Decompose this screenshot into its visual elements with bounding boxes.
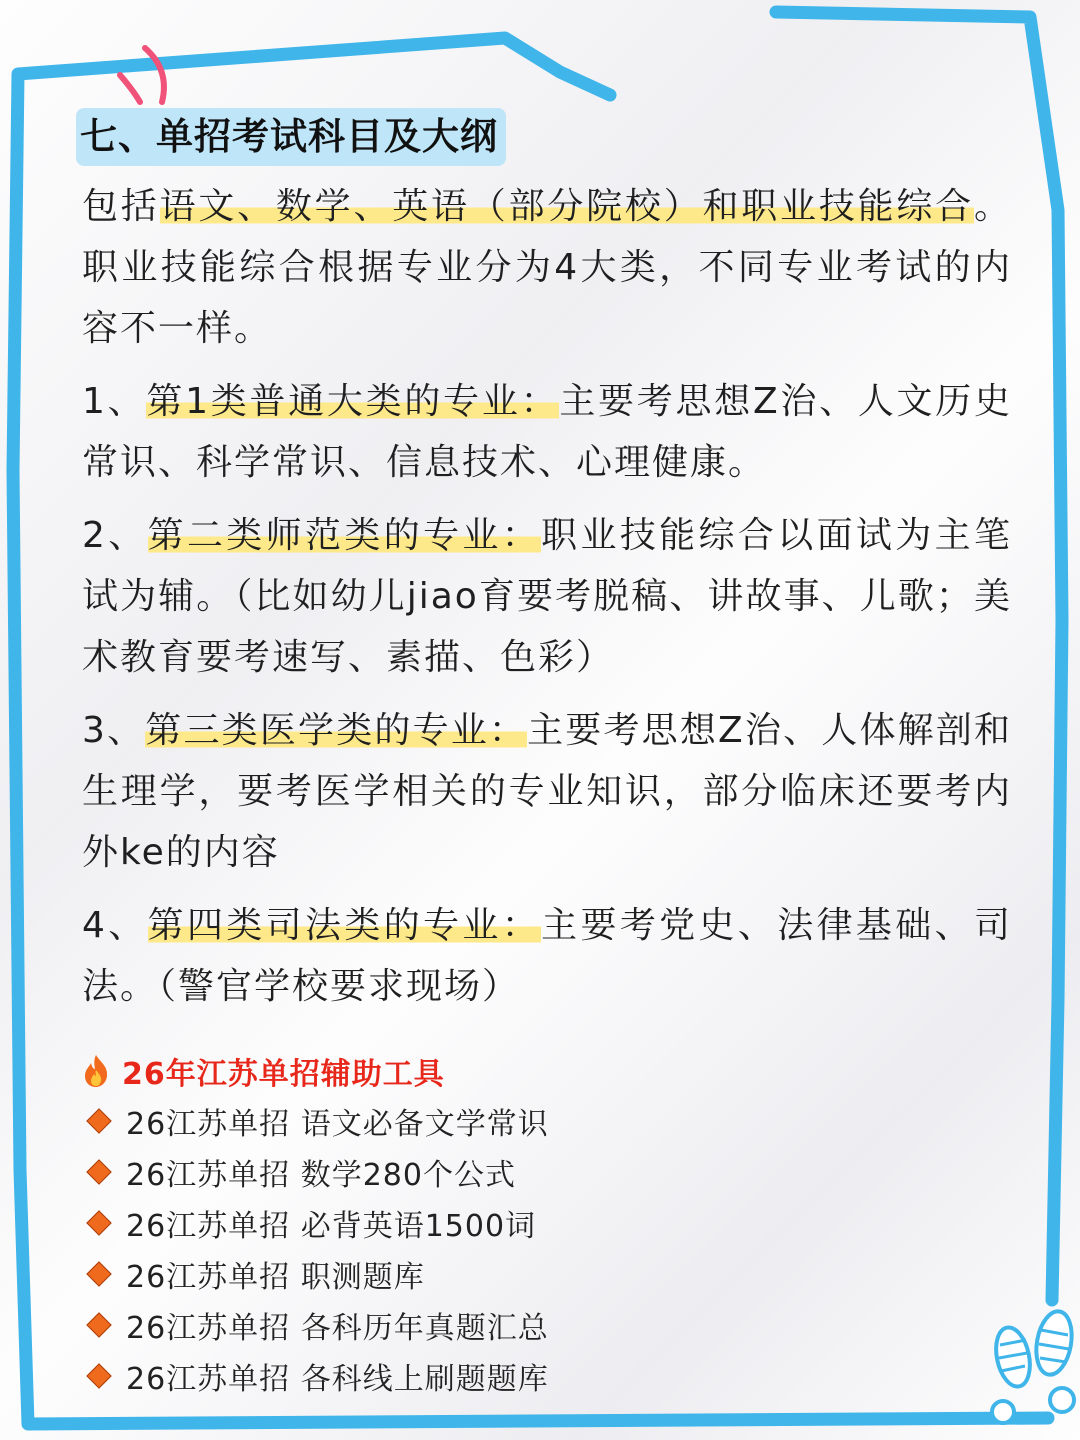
item-heading: 第1类普通大类的专业： [146, 381, 560, 422]
tools-section [82, 1047, 1012, 1401]
tool-list-item [82, 1146, 1012, 1197]
diamond-bullet-icon [86, 1261, 111, 1286]
item-heading: 第三类医学类的专业： [145, 710, 528, 751]
item-body: 主要考党史、法律基础、司法。（警官学校要求现场） [82, 905, 1012, 1007]
tool-label: 26江苏单招 各科线上刷题题库 [126, 1361, 549, 1397]
sparkle-mark [120, 48, 164, 102]
item-number: 1、 [82, 381, 147, 422]
category-item-3 [82, 700, 1012, 883]
intro-rest: 。职业技能综合根据专业分为4大类，不同专业考试的内容不一样。 [82, 186, 1012, 349]
intro-paragraph [82, 176, 1012, 359]
tools-title: 26年江苏单招辅助工具 [122, 1057, 445, 1092]
category-item-2 [82, 505, 1012, 688]
diamond-bullet-icon [86, 1210, 111, 1235]
item-body: 主要考思想Z治、人文历史常识、科学常识、信息技术、心理健康。 [82, 381, 1013, 483]
diamond-bullet-icon [86, 1108, 111, 1133]
main-content [82, 108, 1012, 1401]
tool-label: 26江苏单招 必背英语1500词 [126, 1208, 537, 1244]
item-body: 主要考思想Z治、人体解剖和生理学，要考医学相关的专业知识，部分临床还要考内外ke的内容 [82, 710, 1012, 873]
tool-list-item [82, 1350, 1012, 1401]
tool-list-item [82, 1248, 1012, 1299]
diamond-bullet-icon [86, 1312, 111, 1337]
tool-label: 26江苏单招 语文必备文学常识 [126, 1106, 549, 1142]
tool-label: 26江苏单招 数学280个公式 [126, 1157, 516, 1193]
diamond-bullet-icon [86, 1363, 111, 1388]
category-item-1 [82, 371, 1012, 493]
tool-list-item [82, 1095, 1012, 1146]
category-item-4 [82, 895, 1012, 1017]
intro-highlight: 语文、数学、英语（部分院校）和职业技能综合 [159, 186, 974, 227]
tool-label: 26江苏单招 各科历年真题汇总 [126, 1310, 549, 1346]
intro-prefix: 包括 [82, 186, 160, 227]
fire-icon [82, 1054, 110, 1088]
tool-list-item [82, 1197, 1012, 1248]
item-body: 职业技能综合以面试为主笔试为辅。（比如幼儿jiao育要考脱稿、讲故事、儿歌；美术教育要考速写、素描、色彩） [82, 515, 1012, 678]
item-heading: 第二类师范类的专业： [147, 515, 542, 556]
item-number: 3、 [82, 710, 146, 751]
item-number: 2、 [82, 515, 148, 556]
item-number: 4、 [82, 905, 148, 946]
tools-header [82, 1047, 1012, 1095]
diamond-bullet-icon [86, 1159, 111, 1184]
tool-label: 26江苏单招 职测题库 [126, 1259, 425, 1295]
tool-list-item [82, 1299, 1012, 1350]
item-heading: 第四类司法类的专业： [147, 905, 542, 946]
section-title: 七、单招考试科目及大纲 [76, 108, 506, 166]
